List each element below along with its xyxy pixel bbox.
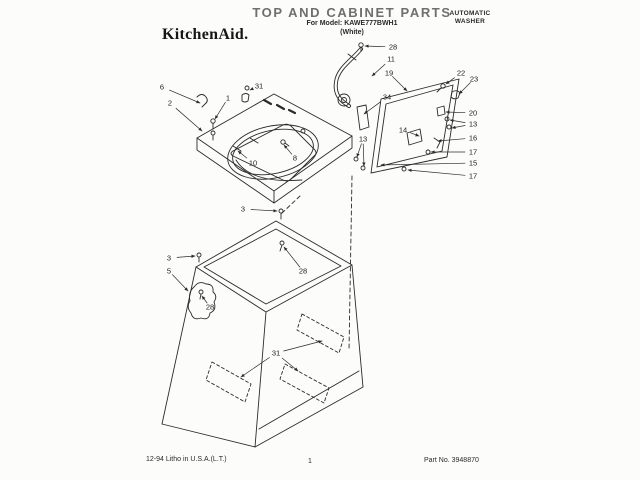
fill-hose <box>336 43 364 106</box>
callout-arrow-11 <box>372 64 385 76</box>
litho-note: 12-94 Litho in U.S.A.(L.T.) <box>146 456 227 463</box>
callout-label-5: 5 <box>166 266 172 276</box>
brand-logo: KitchenAid. <box>162 26 249 43</box>
callout-label-15: 15 <box>468 158 478 168</box>
callout-label-2: 2 <box>167 98 173 108</box>
clip-6 <box>197 95 207 108</box>
callout-arrow-23 <box>459 83 471 95</box>
toe-panel-edge <box>259 371 359 429</box>
callout-arrow-31 <box>282 358 298 371</box>
callout-label-34: 34 <box>382 92 392 102</box>
finish-line: (White) <box>340 29 364 36</box>
callout-arrow-19 <box>393 77 408 92</box>
callout-arrow-13 <box>452 126 465 129</box>
callout-label-31: 31 <box>271 348 281 358</box>
callout-label-22: 22 <box>456 68 466 78</box>
callout-label-13: 13 <box>468 119 478 129</box>
callout-arrow-3 <box>251 210 277 212</box>
callout-label-31: 31 <box>254 81 264 91</box>
callout-label-20: 20 <box>468 108 478 118</box>
cabinet <box>162 209 363 447</box>
callout-label-23: 23 <box>469 74 479 84</box>
callout-label-19: 19 <box>384 68 394 78</box>
callout-arrow-28 <box>365 46 385 47</box>
screw-31 <box>245 86 249 90</box>
vent-openings <box>206 314 344 403</box>
callout-arrow-17 <box>408 170 465 175</box>
callout-label-3: 3 <box>166 253 172 263</box>
callout-arrow-13 <box>357 144 361 157</box>
callout-arrow-31 <box>284 341 322 351</box>
bracket-34 <box>357 105 369 130</box>
product-type-line1: AUTOMATIC <box>449 10 491 17</box>
cabinet-top-rim <box>196 221 352 312</box>
screw-17b <box>402 167 406 171</box>
callout-label-17: 17 <box>468 171 478 181</box>
callout-arrow-1 <box>215 102 225 119</box>
callout-arrow-13 <box>363 144 364 166</box>
callout-label-3: 3 <box>240 204 246 214</box>
callout-label-11: 11 <box>387 54 395 64</box>
screw-28-top <box>359 43 363 47</box>
callout-label-17: 17 <box>468 147 478 157</box>
top-panel <box>197 94 352 191</box>
page-number: 1 <box>308 458 312 465</box>
callout-label-28: 28 <box>388 42 398 52</box>
callout-label-14: 14 <box>398 125 408 135</box>
callout-label-16: 16 <box>468 133 478 143</box>
callout-label-28: 28 <box>298 266 308 276</box>
page-title: TOP AND CABINET PARTS <box>252 5 452 20</box>
callout-arrow-31 <box>250 89 252 90</box>
product-type-line2: WASHER <box>454 17 486 25</box>
screw-13b <box>361 166 365 170</box>
detail-cutout <box>188 283 216 319</box>
callout-arrow-5 <box>172 275 188 291</box>
screw-13a <box>354 157 358 161</box>
callout-arrow-2 <box>176 108 202 131</box>
callout-label-8: 8 <box>292 153 298 163</box>
callout-label-13: 13 <box>358 134 368 144</box>
screw-1 <box>211 119 215 123</box>
model-line: For Model: KAWE777BWH1 <box>306 20 398 27</box>
callout-arrow-3 <box>177 256 195 257</box>
callout-label-10: 10 <box>248 158 258 168</box>
callout-label-1: 1 <box>225 93 231 103</box>
callout-arrow-6 <box>169 90 200 103</box>
callout-label-6: 6 <box>159 82 165 92</box>
part-number: Part No. 3948870 <box>424 457 479 464</box>
callout-label-28: 28 <box>205 302 215 312</box>
callout-arrow-31 <box>241 358 269 378</box>
